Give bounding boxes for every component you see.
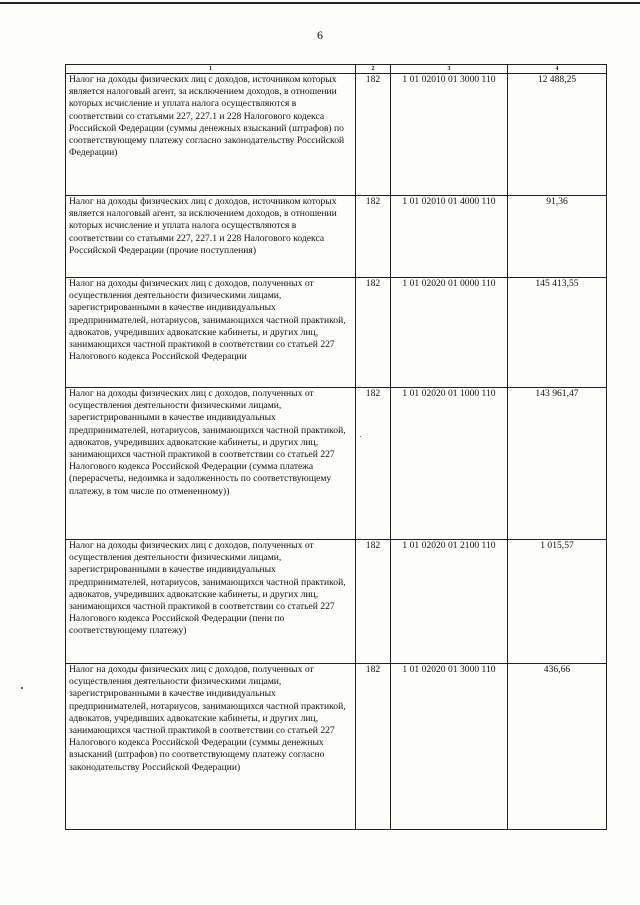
table-row xyxy=(66,278,607,388)
budget-classification-code: 1 01 02010 01 4000 110 xyxy=(391,196,508,278)
column-number: 4 xyxy=(508,65,607,74)
revenue-name: Налог на доходы физических лиц с доходов, источником которых является налоговый агент, за исключением доходов, в отношении которых исчисление и уплата налога осуществляются в соответствии со статьями 227, 227.1 и 228 Налогового кодекса Российской Федерации (прочие поступления) xyxy=(66,196,356,278)
budget-classification-code: 1 01 02020 01 3000 110 xyxy=(391,664,508,830)
admin-code: 182 xyxy=(356,388,391,540)
table-row xyxy=(66,388,607,540)
table-row xyxy=(66,664,607,830)
table-row xyxy=(66,74,607,196)
table-row xyxy=(66,540,607,664)
column-number: 1 xyxy=(66,65,356,74)
revenue-name: Налог на доходы физических лиц с доходов, полученных от осуществления деятельности физическими лицами, зарегистрированными в качестве индивидуальных предпринимателей, нотариусов, занимающихся частной практикой, адвокатов, учредивших адвокатские кабинеты, и других лиц, занимающихся частной практикой в соответствии со статьей 227 Налогового кодекса Российской Федерации xyxy=(66,278,356,388)
budget-classification-code: 1 01 02020 01 1000 110 xyxy=(391,388,508,540)
admin-code: 182 xyxy=(356,664,391,830)
amount: 1 015,57 xyxy=(508,540,607,664)
table-row xyxy=(66,196,607,278)
scan-speck xyxy=(21,687,23,689)
amount: 436,66 xyxy=(508,664,607,830)
budget-classification-code: 1 01 02020 01 0000 110 xyxy=(391,278,508,388)
revenue-name: Налог на доходы физических лиц с доходов, источником которых является налоговый агент, за исключением доходов, в отношении которых исчисление и уплата налога осуществляются в соответствии со статьями 227, 227.1 и 228 Налогового кодекса Российской Федерации (суммы денежных взысканий (штрафов) по соответствующему платежу согласно законодательству Российской Федерации) xyxy=(66,74,356,196)
column-number: 2 xyxy=(356,65,391,74)
revenue-table xyxy=(65,64,607,830)
revenue-name: Налог на доходы физических лиц с доходов, полученных от осуществления деятельности физическими лицами, зарегистрированными в качестве индивидуальных предпринимателей, нотариусов, занимающихся частной практикой, адвокатов, учредивших адвокатские кабинеты, и других лиц, занимающихся частной практикой в соответствии со статьей 227 Налогового кодекса Российской Федерации (пени по соответствующему платежу) xyxy=(66,540,356,664)
amount: 143 961,47 xyxy=(508,388,607,540)
amount: 12 488,25 xyxy=(508,74,607,196)
amount: 145 413,55 xyxy=(508,278,607,388)
admin-code: 182 xyxy=(356,74,391,196)
column-number: 3 xyxy=(391,65,508,74)
admin-code: 182 xyxy=(356,540,391,664)
top-border-line xyxy=(0,2,640,4)
revenue-name: Налог на доходы физических лиц с доходов, полученных от осуществления деятельности физическими лицами, зарегистрированными в качестве индивидуальных предпринимателей, нотариусов, занимающихся частной практикой, адвокатов, учредивших адвокатские кабинеты, и других лиц, занимающихся частной практикой в соответствии со статьей 227 Налогового кодекса Российской Федерации (суммы денежных взысканий (штрафов) по соответствующему платежу согласно законодательству Российской Федерации) xyxy=(66,664,356,830)
admin-code: 182 xyxy=(356,278,391,388)
page-number: 6 xyxy=(317,28,323,42)
amount: 91,36 xyxy=(508,196,607,278)
scan-speck xyxy=(360,436,361,437)
admin-code: 182 xyxy=(356,196,391,278)
column-number-row xyxy=(66,65,607,74)
budget-classification-code: 1 01 02010 01 3000 110 xyxy=(391,74,508,196)
budget-classification-code: 1 01 02020 01 2100 110 xyxy=(391,540,508,664)
revenue-name: Налог на доходы физических лиц с доходов, полученных от осуществления деятельности физическими лицами, зарегистрированными в качестве индивидуальных предпринимателей, нотариусов, занимающихся частной практикой, адвокатов, учредивших адвокатские кабинеты, и других лиц, занимающихся частной практикой в соответствии со статьей 227 Налогового кодекса Российской Федерации (сумма платежа (перерасчеты, недоимка и задолженность по соответствующему платежу, в том числе по отмененному)) xyxy=(66,388,356,540)
